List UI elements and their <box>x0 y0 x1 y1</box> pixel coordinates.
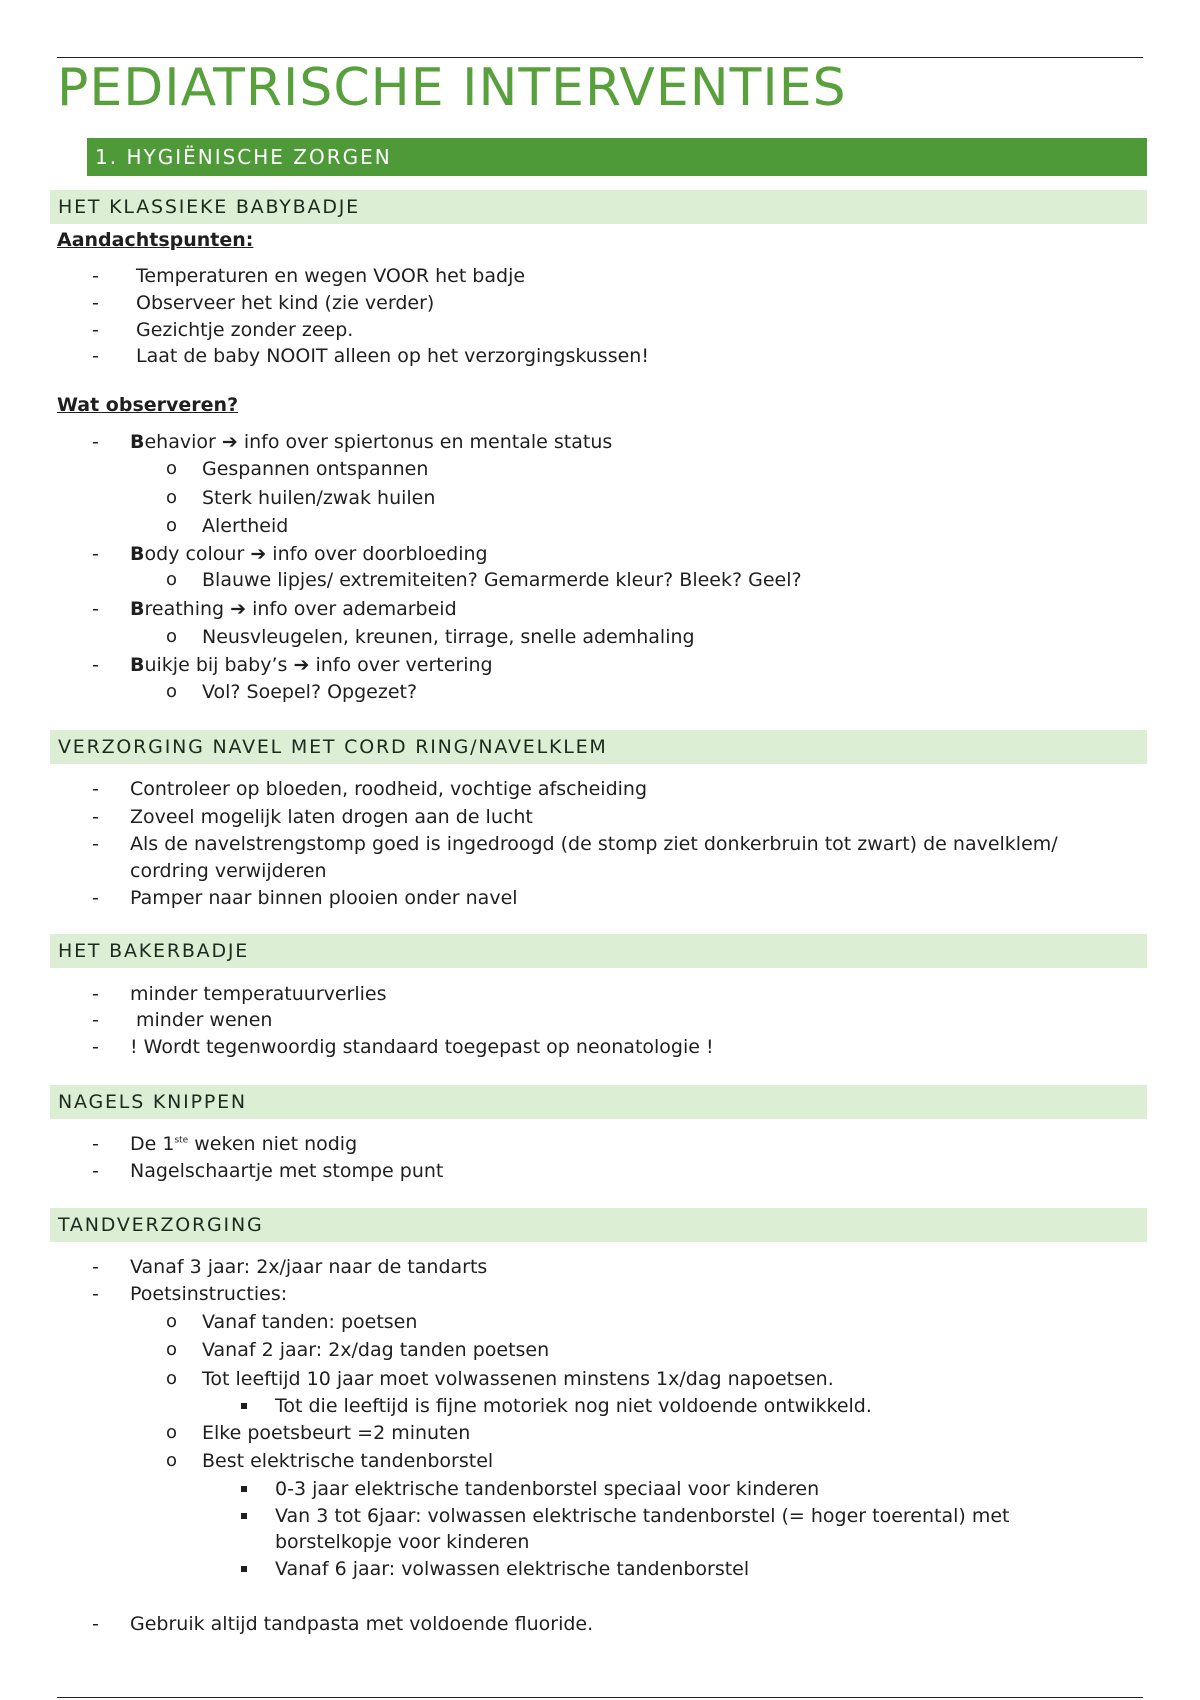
sub-item: Vanaf tanden: poetsen <box>202 1311 418 1333</box>
sub-item: Vanaf 2 jaar: 2x/dag tanden poetsen <box>202 1339 550 1361</box>
list-item: Gebruik altijd tandpasta met voldoende fluoride. <box>130 1613 594 1635</box>
list-item: Zoveel mogelijk laten drogen aan de lucht <box>130 806 533 828</box>
list-item-breathing: Breathing ➔ info over ademarbeid <box>130 598 457 620</box>
bullet-dash: - <box>92 983 99 1005</box>
bullet-circle: o <box>166 487 178 508</box>
sub-item: Tot leeftijd 10 jaar moet volwassenen minstens 1x/dag napoetsen. <box>202 1368 834 1390</box>
arrow-right-icon: ➔ <box>221 431 238 453</box>
bullet-dash: - <box>92 1160 99 1182</box>
sub-item: Best elektrische tandenborstel <box>202 1450 494 1472</box>
bullet-dash: - <box>92 833 99 855</box>
bullet-dash: - <box>92 1133 99 1155</box>
subheading-navel: VERZORGING NAVEL MET CORD RING/NAVELKLEM <box>50 730 1147 764</box>
list-item-body-colour: Body colour ➔ info over doorbloeding <box>130 543 488 565</box>
bullet-dash: - <box>92 887 99 909</box>
list-item-behavior: Behavior ➔ info over spiertonus en mentale status <box>130 431 613 453</box>
bullet-circle: o <box>166 1368 178 1389</box>
list-item: Temperaturen en wegen VOOR het badje <box>136 265 526 287</box>
bullet-dash: - <box>92 778 99 800</box>
list-item-buikje: Buikje bij baby’s ➔ info over vertering <box>130 654 493 676</box>
page-title: PEDIATRISCHE INTERVENTIES <box>57 58 847 118</box>
list-item: Vanaf 3 jaar: 2x/jaar naar de tandarts <box>130 1256 488 1278</box>
sub-sub-item-continuation: borstelkopje voor kinderen <box>275 1531 530 1553</box>
list-item: minder wenen <box>136 1009 273 1031</box>
sub-item: Vol? Soepel? Opgezet? <box>202 681 418 703</box>
label-wat-observeren: Wat observeren? <box>57 394 239 416</box>
bullet-dash: - <box>92 1256 99 1278</box>
arrow-right-icon: ➔ <box>293 654 310 676</box>
subheading-bakerbadje: HET BAKERBADJE <box>50 934 1147 968</box>
arrow-right-icon: ➔ <box>250 543 267 565</box>
sub-sub-item: 0-3 jaar elektrische tandenborstel speciaal voor kinderen <box>275 1478 820 1500</box>
list-item: Observeer het kind (zie verder) <box>136 292 435 314</box>
bullet-dash: - <box>92 543 99 565</box>
bullet-circle: o <box>166 1422 178 1443</box>
bullet-circle: o <box>166 458 178 479</box>
bottom-rule <box>57 1697 1143 1698</box>
sub-item: Neusvleugelen, kreunen, tirrage, snelle ademhaling <box>202 626 695 648</box>
list-item: ! Wordt tegenwoordig standaard toegepast op neonatologie ! <box>130 1036 714 1058</box>
bullet-square <box>241 1486 247 1492</box>
subheading-babybadje: HET KLASSIEKE BABYBADJE <box>50 190 1147 224</box>
bullet-dash: - <box>92 265 99 287</box>
sub-sub-item: Vanaf 6 jaar: volwassen elektrische tandenborstel <box>275 1558 750 1580</box>
list-item: Laat de baby NOOIT alleen op het verzorgingskussen! <box>136 345 649 367</box>
bullet-dash: - <box>92 431 99 453</box>
sub-item: Elke poetsbeurt =2 minuten <box>202 1422 471 1444</box>
bullet-circle: o <box>166 1450 178 1471</box>
list-item: Nagelschaartje met stompe punt <box>130 1160 444 1182</box>
bullet-circle: o <box>166 569 178 590</box>
label-aandachtspunten: Aandachtspunten: <box>57 229 254 251</box>
bullet-dash: - <box>92 806 99 828</box>
section-heading-hygiene: 1. HYGIËNISCHE ZORGEN <box>87 138 1147 176</box>
list-item: Controleer op bloeden, roodheid, vochtige afscheiding <box>130 778 648 800</box>
sub-item: Alertheid <box>202 515 289 537</box>
arrow-right-icon: ➔ <box>230 598 247 620</box>
list-item: Poetsinstructies: <box>130 1283 288 1305</box>
bullet-circle: o <box>166 1311 178 1332</box>
bullet-circle: o <box>166 515 178 536</box>
sub-item: Blauwe lipjes/ extremiteiten? Gemarmerde kleur? Bleek? Geel? <box>202 569 802 591</box>
list-item: Als de navelstrengstomp goed is ingedroogd (de stomp ziet donkerbruin tot zwart) de navelklem/ <box>130 833 1058 855</box>
sub-item: Sterk huilen/zwak huilen <box>202 487 436 509</box>
sub-item: Gespannen ontspannen <box>202 458 429 480</box>
subheading-tandverzorging: TANDVERZORGING <box>50 1208 1147 1242</box>
bullet-circle: o <box>166 626 178 647</box>
bullet-dash: - <box>92 1613 99 1635</box>
bullet-circle: o <box>166 1339 178 1360</box>
bullet-dash: - <box>92 1036 99 1058</box>
bullet-dash: - <box>92 1283 99 1305</box>
list-item: De 1ste weken niet nodig <box>130 1133 358 1155</box>
bullet-dash: - <box>92 1009 99 1031</box>
sub-sub-item: Tot die leeftijd is fijne motoriek nog niet voldoende ontwikkeld. <box>275 1395 872 1417</box>
bullet-square <box>241 1566 247 1572</box>
bullet-circle: o <box>166 681 178 702</box>
list-item: Pamper naar binnen plooien onder navel <box>130 887 518 909</box>
sub-sub-item: Van 3 tot 6jaar: volwassen elektrische tandenborstel (= hoger toerental) met <box>275 1505 1010 1527</box>
list-item: Gezichtje zonder zeep. <box>136 319 354 341</box>
bullet-dash: - <box>92 345 99 367</box>
bullet-dash: - <box>92 319 99 341</box>
bullet-square <box>241 1403 247 1409</box>
list-item: minder temperatuurverlies <box>130 983 387 1005</box>
list-item-continuation: cordring verwijderen <box>130 860 327 882</box>
subheading-nagels: NAGELS KNIPPEN <box>50 1085 1147 1119</box>
bullet-square <box>241 1513 247 1519</box>
bullet-dash: - <box>92 292 99 314</box>
bullet-dash: - <box>92 598 99 620</box>
bullet-dash: - <box>92 654 99 676</box>
